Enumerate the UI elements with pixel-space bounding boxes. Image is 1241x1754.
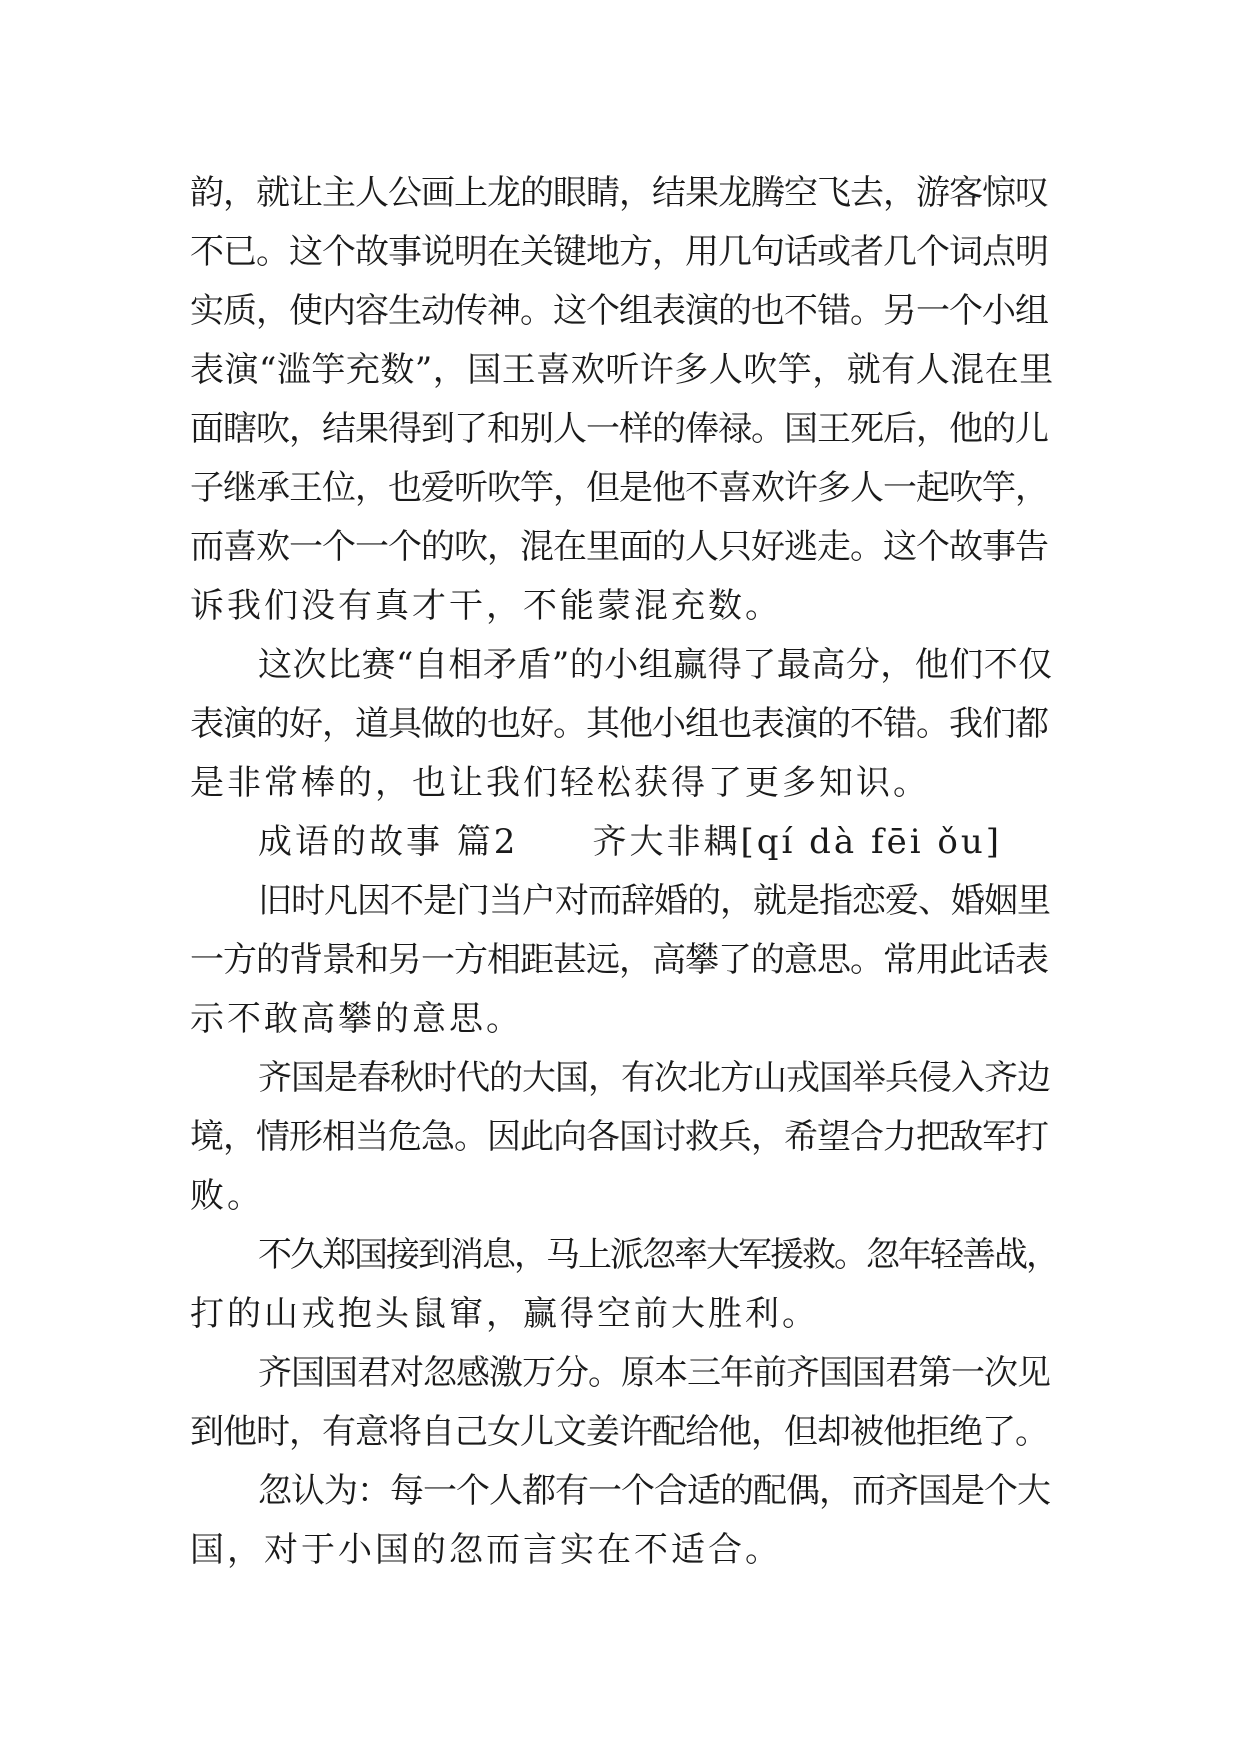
text-line: 境，情形相当危急。因此向各国讨救兵，希望合力把敌军打 (190, 1117, 1048, 1157)
section-heading: 成语的故事 篇2 齐大非耦[qí dà fēi ǒu] (258, 822, 1003, 862)
paragraph-first-line: 忽认为：每一个人都有一个合适的配偶，而齐国是个大 (258, 1471, 1050, 1511)
text-line: 而喜欢一个一个的吹，混在里面的人只好逃走。这个故事告 (190, 527, 1048, 567)
text-line: 一方的背景和另一方相距甚远，高攀了的意思。常用此话表 (190, 940, 1048, 980)
text-line: 实质，使内容生动传神。这个组表演的也不错。另一个小组 (190, 291, 1048, 331)
text-line: 韵，就让主人公画上龙的眼睛，结果龙腾空飞去，游客惊叹 (190, 173, 1048, 213)
text-line: 表演“滥竽充数”，国王喜欢听许多人吹竽，就有人混在里 (190, 350, 1054, 390)
text-line: 败。 (190, 1176, 264, 1216)
text-line: 示不敢高攀的意思。 (190, 999, 523, 1039)
text-line: 子继承王位，也爱听吹竽，但是他不喜欢许多人一起吹竽， (190, 468, 1048, 508)
paragraph-first-line: 不久郑国接到消息，马上派忽率大军援救。忽年轻善战， (258, 1235, 1058, 1275)
paragraph-first-line: 这次比赛“自相矛盾”的小组赢得了最高分，他们不仅 (258, 645, 1053, 685)
paragraph-first-line: 齐国是春秋时代的大国，有次北方山戎国举兵侵入齐边 (258, 1058, 1050, 1098)
paragraph-first-line: 旧时凡因不是门当户对而辞婚的，就是指恋爱、婚姻里 (258, 881, 1050, 921)
paragraph-first-line: 齐国国君对忽感激万分。原本三年前齐国国君第一次见 (258, 1353, 1050, 1393)
text-line: 诉我们没有真才干，不能蒙混充数。 (190, 586, 782, 626)
text-line: 是非常棒的，也让我们轻松获得了更多知识。 (190, 763, 930, 803)
document-body (190, 164, 1060, 1580)
text-line: 国，对于小国的忽而言实在不适合。 (190, 1530, 782, 1570)
text-line: 表演的好，道具做的也好。其他小组也表演的不错。我们都 (190, 704, 1048, 744)
text-line: 面瞎吹，结果得到了和别人一样的俸禄。国王死后，他的儿 (190, 409, 1048, 449)
text-line: 到他时，有意将自己女儿文姜许配给他，但却被他拒绝了。 (190, 1412, 1048, 1452)
text-line: 打的山戎抱头鼠窜，赢得空前大胜利。 (190, 1294, 819, 1334)
text-line: 不已。这个故事说明在关键地方，用几句话或者几个词点明 (190, 232, 1048, 272)
